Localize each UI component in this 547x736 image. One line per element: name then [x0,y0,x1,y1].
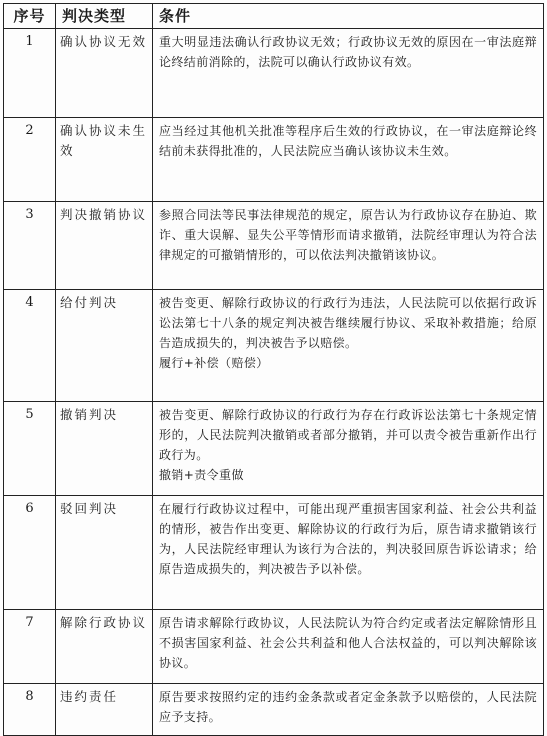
header-type: 判决类型 [56,4,153,29]
header-condition: 条件 [153,4,544,29]
row-type: 给付判决 [56,290,153,402]
row-condition [153,118,544,202]
condition-text: 应当经过其他机关批准等程序后生效的行政协议，在一审法庭辩论终结前未获得批准的，人民法院应当确认该协议未生效。 [159,124,537,158]
row-no: 2 [4,118,56,202]
row-condition [153,29,544,118]
header-row [4,4,544,29]
table-row [4,202,544,290]
row-no: 4 [4,290,56,402]
table-row [4,684,544,736]
row-no: 6 [4,496,56,610]
condition-note: 履行+补偿（赔偿） [159,356,269,370]
row-type: 确认协议未生效 [56,118,153,202]
row-no: 1 [4,29,56,118]
row-type: 判决撤销协议 [56,202,153,290]
header-no: 序号 [4,4,56,29]
row-type: 撤销判决 [56,402,153,496]
table-row [4,610,544,684]
row-condition [153,202,544,290]
condition-text: 被告变更、解除行政协议的行政行为违法，人民法院可以依据行政诉讼法第七十八条的规定判决被告继续履行协议、采取补救措施；给原告造成损失的，判决被告予以赔偿。 [159,296,537,350]
condition-text: 原告请求解除行政协议，人民法院认为符合约定或者法定解除情形且不损害国家利益、社会公共利益和他人合法权益的，可以判决解除该协议。 [159,616,537,670]
condition-text: 重大明显违法确认行政协议无效；行政协议无效的原因在一审法庭辩论终结前消除的，法院可以确认行政协议有效。 [159,35,537,69]
table-row [4,118,544,202]
row-condition [153,684,544,736]
table-row [4,496,544,610]
condition-text: 参照合同法等民事法律规范的规定，原告认为行政协议存在胁迫、欺诈、重大误解、显失公平等情形而请求撤销，法院经审理认为符合法律规定的可撤销情形的，可以依法判决撤销该协议。 [159,208,537,262]
condition-note: 撤销+责令重做 [159,468,244,482]
condition-text: 原告要求按照约定的违约金条款或者定金条款予以赔偿的，人民法院应予支持。 [159,690,537,724]
row-type: 解除行政协议 [56,610,153,684]
row-type: 违约责任 [56,684,153,736]
condition-text: 在履行行政协议过程中，可能出现严重损害国家利益、社会公共利益的情形，被告作出变更、解除协议的行政行为后，原告请求撤销该行为，人民法院经审理认为该行为合法的，判决驳回原告诉讼请求；给原告造成损失的，判决被告予以补偿。 [159,502,537,576]
table-row [4,29,544,118]
table-row [4,290,544,402]
table-row [4,402,544,496]
row-no: 3 [4,202,56,290]
row-type: 驳回判决 [56,496,153,610]
row-type: 确认协议无效 [56,29,153,118]
row-condition [153,496,544,610]
row-condition [153,610,544,684]
row-no: 5 [4,402,56,496]
row-no: 7 [4,610,56,684]
row-condition [153,290,544,402]
verdict-types-table [3,3,544,736]
row-condition [153,402,544,496]
condition-text: 被告变更、解除行政协议的行政行为存在行政诉讼法第七十条规定情形的，人民法院判决撤销或者部分撤销，并可以责令被告重新作出行政行为。 [159,408,537,462]
row-no: 8 [4,684,56,736]
